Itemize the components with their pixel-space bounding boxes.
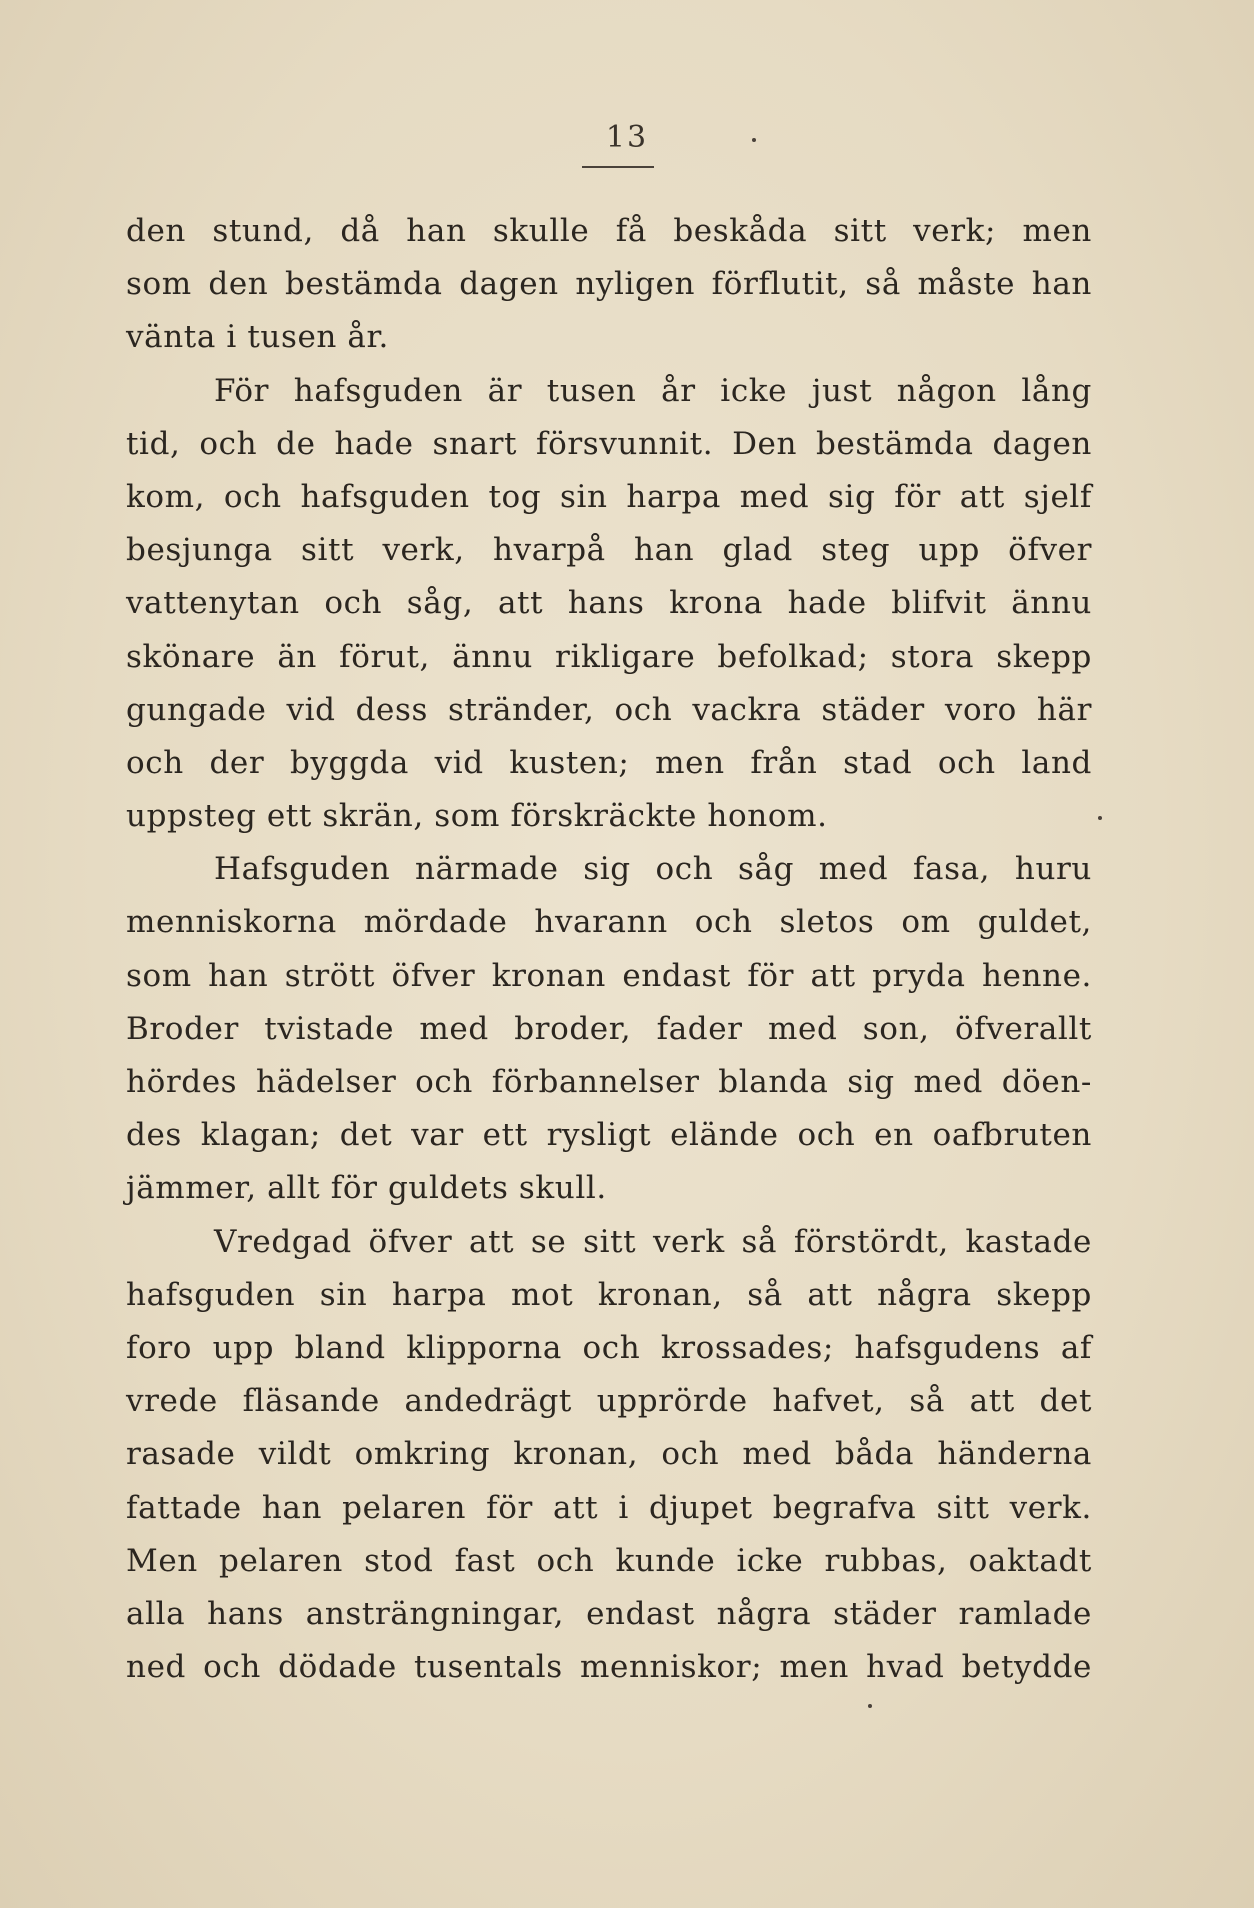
text-line: Hafsguden närmade sig och såg med fasa, huru bbox=[214, 851, 1092, 888]
text-line: Broder tvistade med broder, fader med son, öfverallt bbox=[126, 1010, 1092, 1047]
print-speck bbox=[868, 1704, 872, 1708]
text-line: skönare än förut, ännu rikligare befolkad; stora skepp bbox=[126, 638, 1092, 675]
text-line: och der byggda vid kusten; men från stad och land bbox=[126, 744, 1092, 781]
text-line: som han strött öfver kronan endast för att pryda henne. bbox=[126, 957, 1092, 994]
text-line: menniskorna mördade hvarann och sletos om guldet, bbox=[126, 904, 1092, 941]
text-line: För hafsguden är tusen år icke just någon lång bbox=[214, 372, 1092, 409]
text-line: kom, och hafsguden tog sin harpa med sig för att sjelf bbox=[126, 478, 1092, 515]
text-line: des klagan; det var ett rysligt elände och en oafbruten bbox=[126, 1117, 1092, 1154]
text-line: fattade han pelaren för att i djupet begrafva sitt verk. bbox=[126, 1489, 1092, 1526]
text-line: Men pelaren stod fast och kunde icke rubbas, oaktadt bbox=[126, 1542, 1092, 1579]
text-line: gungade vid dess stränder, och vackra städer voro här bbox=[126, 691, 1092, 728]
page-number-rule bbox=[582, 166, 654, 168]
text-line: hafsguden sin harpa mot kronan, så att några skepp bbox=[126, 1276, 1092, 1313]
text-line: hördes hädelser och förbannelser blanda sig med döen- bbox=[126, 1064, 1092, 1100]
text-line: Vredgad öfver att se sitt verk så förstördt, kastade bbox=[214, 1223, 1092, 1260]
text-line: tid, och de hade snart försvunnit. Den bestämda dagen bbox=[126, 425, 1092, 462]
text-line: som den bestämda dagen nyligen förflutit, så måste han bbox=[126, 266, 1092, 303]
text-line: uppsteg ett skrän, som förskräckte honom. bbox=[126, 798, 828, 835]
text-line: jämmer, allt för guldets skull. bbox=[126, 1170, 607, 1207]
text-line: vattenytan och såg, att hans krona hade blifvit ännu bbox=[126, 585, 1092, 622]
page-number: 13 bbox=[605, 120, 649, 155]
print-speck bbox=[1098, 816, 1102, 820]
text-line: alla hans ansträngningar, endast några städer ramlade bbox=[126, 1595, 1092, 1632]
text-line: den stund, då han skulle få beskåda sitt verk; men bbox=[126, 213, 1092, 249]
text-line: vänta i tusen år. bbox=[126, 319, 389, 356]
text-line: rasade vildt omkring kronan, och med båda händerna bbox=[126, 1436, 1092, 1473]
text-line: foro upp bland klipporna och krossades; hafsgudens af bbox=[126, 1329, 1092, 1366]
text-line: besjunga sitt verk, hvarpå han glad steg upp öfver bbox=[126, 532, 1092, 569]
text-line: vrede fläsande andedrägt upprörde hafvet, så att det bbox=[126, 1383, 1092, 1420]
body-text bbox=[126, 205, 1092, 1694]
print-speck bbox=[752, 138, 756, 142]
text-line: ned och dödade tusentals menniskor; men hvad betydde bbox=[126, 1649, 1092, 1686]
